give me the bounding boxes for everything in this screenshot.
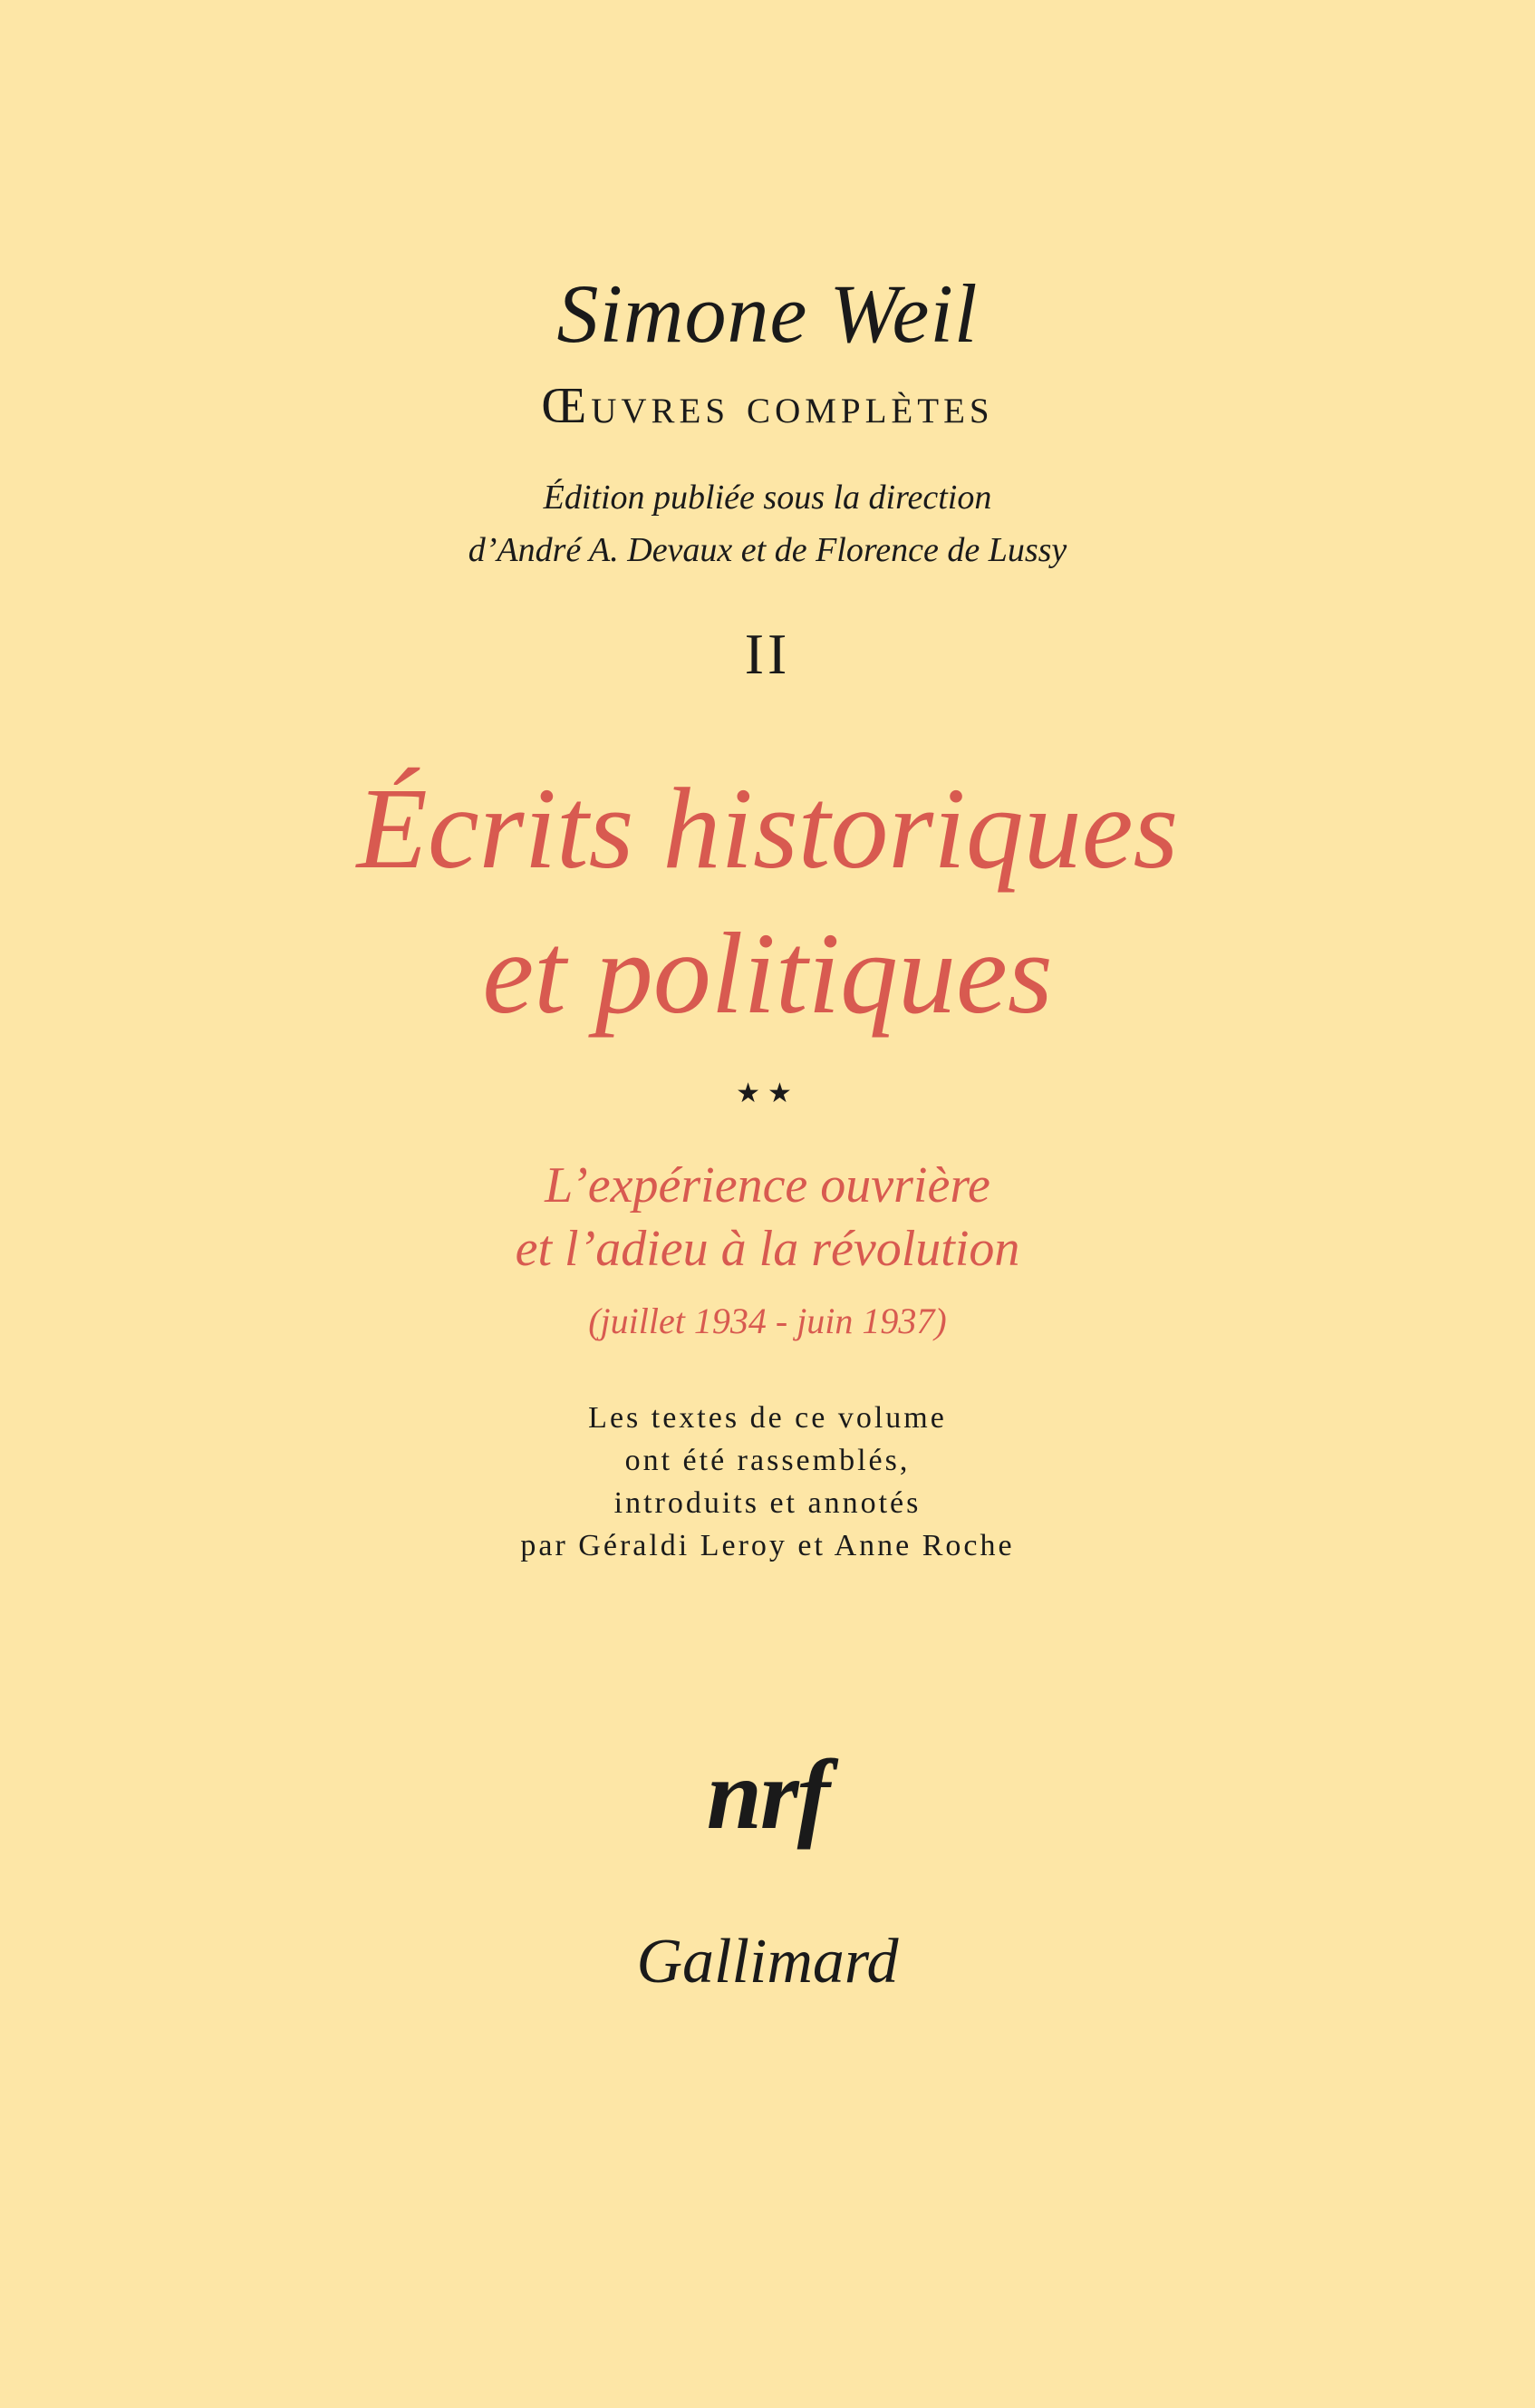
date-range: (juillet 1934 - juin 1937) [588,1301,947,1341]
series-title: Œuvres complètes [541,378,994,434]
publisher-name: Gallimard [636,1927,899,1997]
book-title-line-2: et politiques [482,909,1053,1038]
volume-stars: ★★ [736,1078,799,1108]
edition-line-2: d’André A. Devaux et de Florence de Lussy [468,531,1067,569]
edition-line-1: Édition publiée sous la direction [543,479,992,517]
subtitle-line-2: et l’adieu à la révolution [515,1221,1020,1277]
author-name: Simone Weil [556,267,979,360]
volume-number: II [744,622,791,686]
nrf-logo: nrf [706,1739,829,1850]
subtitle-line-1: L’expérience ouvrière [545,1157,990,1214]
credit-line-4: par Géraldi Leroy et Anne Roche [520,1529,1015,1562]
credit-line-2: ont été rassemblés, [624,1444,911,1477]
credit-line-1: Les textes de ce volume [588,1401,947,1435]
credit-line-3: introduits et annotés [613,1486,922,1520]
book-title-line-1: Écrits historiques [356,764,1179,893]
